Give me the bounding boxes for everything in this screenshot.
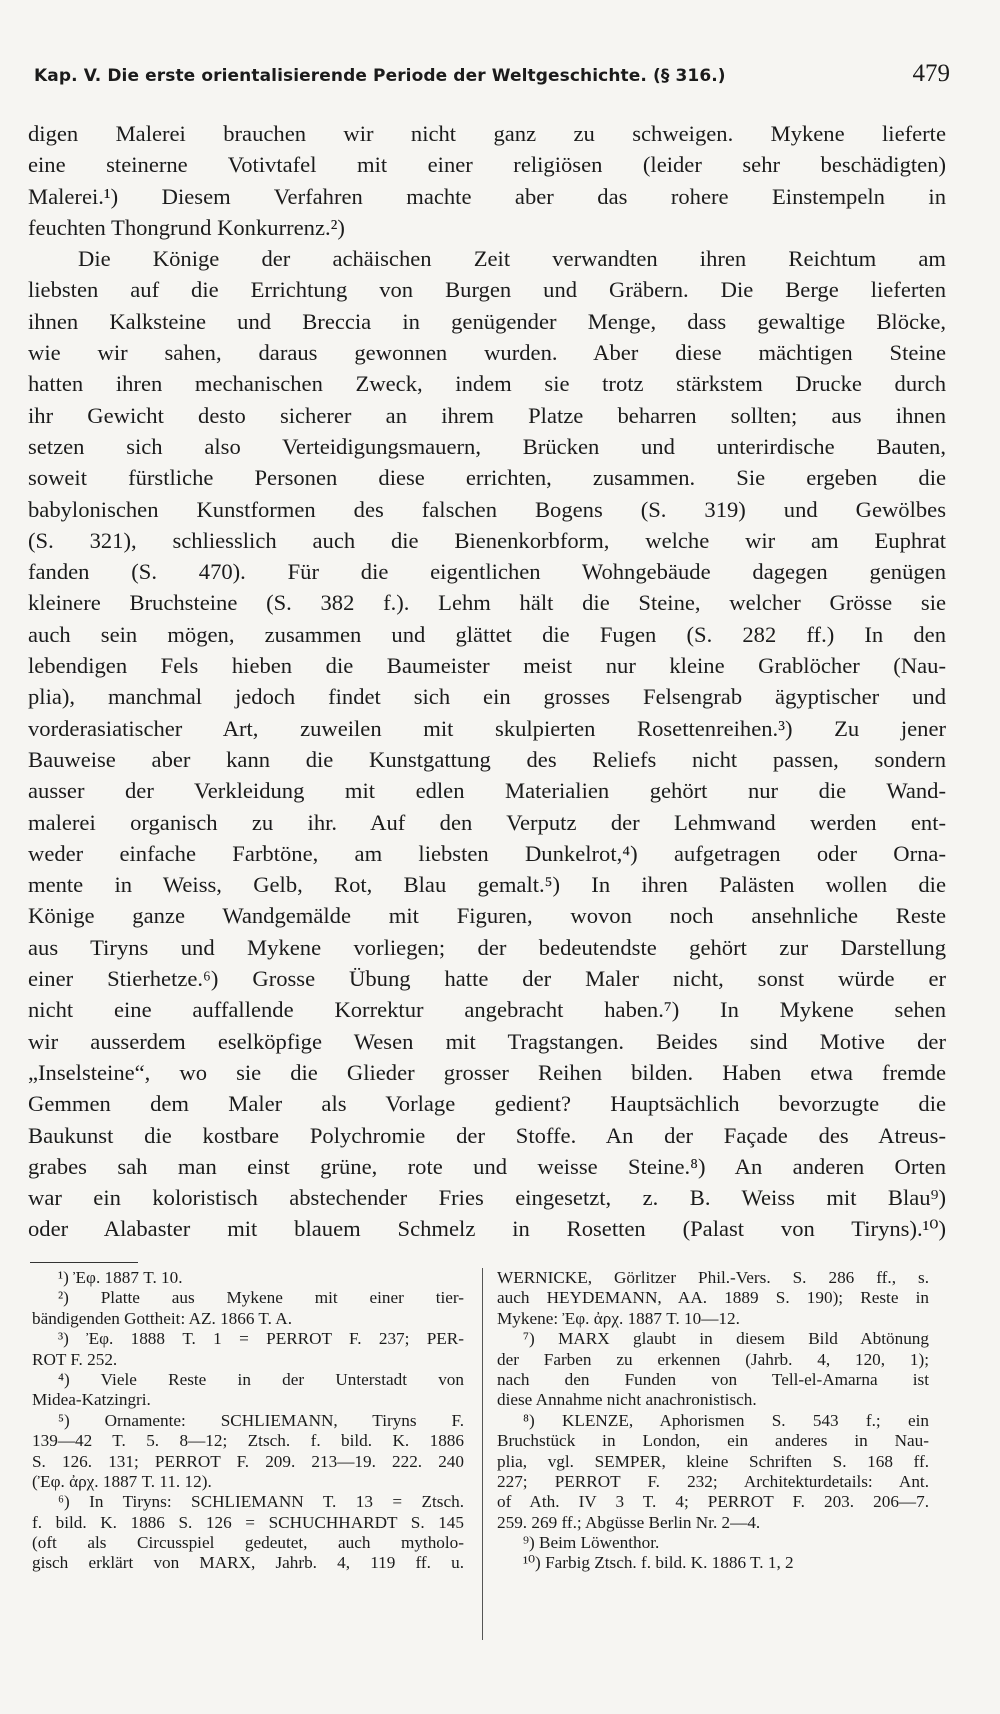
text-line: malerei organisch zu ihr. Auf den Verputz der Lehmwand werden ent-: [28, 809, 946, 835]
footnote-line: auch HEYDEMANN, AA. 1889 S. 190); Reste in: [497, 1288, 929, 1308]
text-line: Könige ganze Wandgemälde mit Figuren, wovon noch ansehnliche Reste: [28, 903, 946, 929]
footnote-line: ²) Platte aus Mykene mit einer tier-: [58, 1288, 464, 1308]
footnote-line: ⁵) Ornamente: SCHLIEMANN, Tiryns F.: [58, 1410, 464, 1430]
footnote-line: ¹⁰) Farbig Ztsch. f. bild. K. 1886 T. 1, 2: [523, 1553, 794, 1573]
main-text: [28, 118, 946, 1245]
footnote-line: S. 126. 131; PERROT F. 209. 213—19. 222. 240: [32, 1451, 464, 1471]
footnote-line: 139—42 T. 5. 8—12; Ztsch. f. bild. K. 1886: [32, 1431, 464, 1451]
text-line: hatten ihren mechanischen Zweck, indem sie trotz stärkstem Drucke durch: [28, 371, 946, 397]
footnote-line: ³) Ἐφ. 1888 T. 1 = PERROT F. 237; PER-: [58, 1329, 464, 1349]
text-line: Bauweise aber kann die Kunstgattung des Reliefs nicht passen, sondern: [28, 746, 946, 772]
text-line: digen Malerei brauchen wir nicht ganz zu schweigen. Mykene lieferte: [28, 121, 946, 146]
text-line: lebendigen Fels hieben die Baumeister meist nur kleine Grablöcher (Nau-: [28, 653, 946, 679]
text-line: oder Alabaster mit blauem Schmelz in Rosetten (Palast von Tiryns).¹⁰): [28, 1216, 946, 1242]
text-line: eine steinerne Votivtafel mit einer religiösen (leider sehr beschädigten): [28, 152, 946, 178]
text-line: (S. 321), schliesslich auch die Bienenkorbform, welche wir am Euphrat: [28, 527, 946, 553]
text-line: ausser der Verkleidung mit edlen Materialien gehört nur die Wand-: [28, 778, 946, 804]
footnote-line: 227; PERROT F. 232; Architekturdetails: Ant.: [497, 1471, 929, 1491]
text-line: grabes sah man einst grüne, rote und weisse Steine.⁸) An anderen Orten: [28, 1153, 946, 1179]
text-line: Gemmen dem Maler als Vorlage gedient? Hauptsächlich bevorzugte die: [28, 1091, 946, 1117]
text-line: wie wir sahen, daraus gewonnen wurden. Aber diese mächtigen Steine: [28, 340, 946, 366]
footnote-line: der Farben zu erkennen (Jahrb. 4, 120, 1);: [497, 1349, 929, 1369]
footnote-line: diese Annahme nicht anachronistisch.: [497, 1390, 757, 1410]
text-line: „Inselsteine“, wo sie die Glieder grosser Reihen bilden. Haben etwa fremde: [28, 1059, 946, 1085]
text-line: Die Könige der achäischen Zeit verwandten ihren Reichtum am: [78, 246, 946, 272]
footnote-line: 259. 269 ff.; Abgüsse Berlin Nr. 2—4.: [497, 1512, 761, 1532]
footnote-line: WERNICKE, Görlitzer Phil.-Vers. S. 286 ff., s.: [497, 1268, 929, 1287]
footnote-line: Bruchstück in London, ein anderes in Nau-: [497, 1431, 929, 1451]
footnote-line: ⁴) Viele Reste in der Unterstadt von: [58, 1369, 464, 1389]
text-line: auch sein mögen, zusammen und glättet die Fugen (S. 282 ff.) In den: [28, 621, 946, 647]
text-line: mente in Weiss, Gelb, Rot, Blau gemalt.⁵) In ihren Palästen wollen die: [28, 872, 946, 898]
footnote-line: plia, vgl. SEMPER, kleine Schriften S. 168 ff.: [497, 1451, 929, 1471]
text-line: liebsten auf die Errichtung von Burgen und Gräbern. Die Berge lieferten: [28, 277, 946, 303]
text-line: kleinere Bruchsteine (S. 382 f.). Lehm hält die Steine, welcher Grösse sie: [28, 590, 946, 616]
text-line: fanden (S. 470). Für die eigentlichen Wohngebäude dagegen genügen: [28, 559, 946, 585]
text-line: ihnen Kalksteine und Breccia in genügender Menge, dass gewaltige Blöcke,: [28, 308, 946, 334]
footnote-line: f. bild. K. 1886 S. 126 = SCHUCHHARDT S. 145: [32, 1512, 464, 1532]
footnotes-right-column: [497, 1268, 929, 1574]
text-line: Baukunst die kostbare Polychromie der Stoffe. An der Façade des Atreus-: [28, 1122, 946, 1148]
running-title: Kap. V. Die erste orientalisierende Periode der Weltgeschichte. (§ 316.): [34, 66, 726, 86]
text-line: vorderasiatischer Art, zuweilen mit skulpierten Rosettenreihen.³) Zu jener: [28, 715, 946, 741]
page-number: 479: [912, 60, 950, 87]
footnote-line: nach den Funden von Tell-el-Amarna ist: [497, 1369, 929, 1389]
footnote-line: ROT F. 252.: [32, 1349, 118, 1369]
footnote-line: ⁹) Beim Löwenthor.: [523, 1533, 660, 1553]
text-line: feuchten Thongrund Konkurrenz.²): [28, 214, 345, 240]
footnotes-left-column: [32, 1268, 464, 1574]
footnote-line: ⁷) MARX glaubt in diesem Bild Abtönung: [523, 1329, 929, 1349]
text-line: einer Stierhetze.⁶) Grosse Übung hatte der Maler nicht, sonst würde er: [28, 966, 946, 992]
text-line: soweit fürstliche Personen diese errichten, zusammen. Sie ergeben die: [28, 465, 946, 491]
footnote-line: (oft als Circusspiel gedeutet, auch mytholo-: [32, 1533, 464, 1553]
footnote-line: of Ath. IV 3 T. 4; PERROT F. 203. 206—7.: [497, 1492, 929, 1512]
footnote-line: ⁸) KLENZE, Aphorismen S. 543 f.; ein: [523, 1410, 929, 1430]
text-line: plia), manchmal jedoch findet sich ein grosses Felsengrab ägyptischer und: [28, 684, 946, 710]
text-line: Malerei.¹) Diesem Verfahren machte aber das rohere Einstempeln in: [28, 183, 946, 209]
footnote-line: (Ἐφ. ἀρχ. 1887 T. 11. 12).: [32, 1471, 212, 1491]
text-line: setzen sich also Verteidigungsmauern, Brücken und unterirdische Bauten,: [28, 433, 946, 459]
footnote-line: Mykene: Ἐφ. ἀρχ. 1887 T. 10—12.: [497, 1308, 740, 1328]
footnote-line: Midea-Katzingri.: [32, 1390, 151, 1410]
footnote-line: ⁶) In Tiryns: SCHLIEMANN T. 13 = Ztsch.: [58, 1492, 464, 1512]
footnote-line: ¹) Ἐφ. 1887 T. 10.: [58, 1268, 183, 1287]
text-line: ihr Gewicht desto sicherer an ihrem Platze beharren sollten; aus ihnen: [28, 402, 946, 428]
footnote-rule: [30, 1262, 138, 1263]
text-line: wir ausserdem eselköpfige Wesen mit Tragstangen. Beides sind Motive der: [28, 1028, 946, 1054]
text-line: war ein koloristisch abstechender Fries eingesetzt, z. B. Weiss mit Blau⁹): [28, 1185, 946, 1211]
page-header: [34, 60, 950, 96]
text-line: nicht eine auffallende Korrektur angebracht haben.⁷) In Mykene sehen: [28, 997, 946, 1023]
footnote-line: gisch erklärt von MARX, Jahrb. 4, 119 ff. u.: [32, 1553, 464, 1573]
footnote-line: bändigenden Gottheit: AZ. 1866 T. A.: [32, 1308, 293, 1328]
text-line: babylonischen Kunstformen des falschen Bogens (S. 319) und Gewölbes: [28, 496, 946, 522]
text-line: weder einfache Farbtöne, am liebsten Dunkelrot,⁴) aufgetragen oder Orna-: [28, 840, 946, 866]
text-line: aus Tiryns und Mykene vorliegen; der bedeutendste gehört zur Darstellung: [28, 934, 946, 960]
footnote-column-divider: [482, 1268, 483, 1640]
